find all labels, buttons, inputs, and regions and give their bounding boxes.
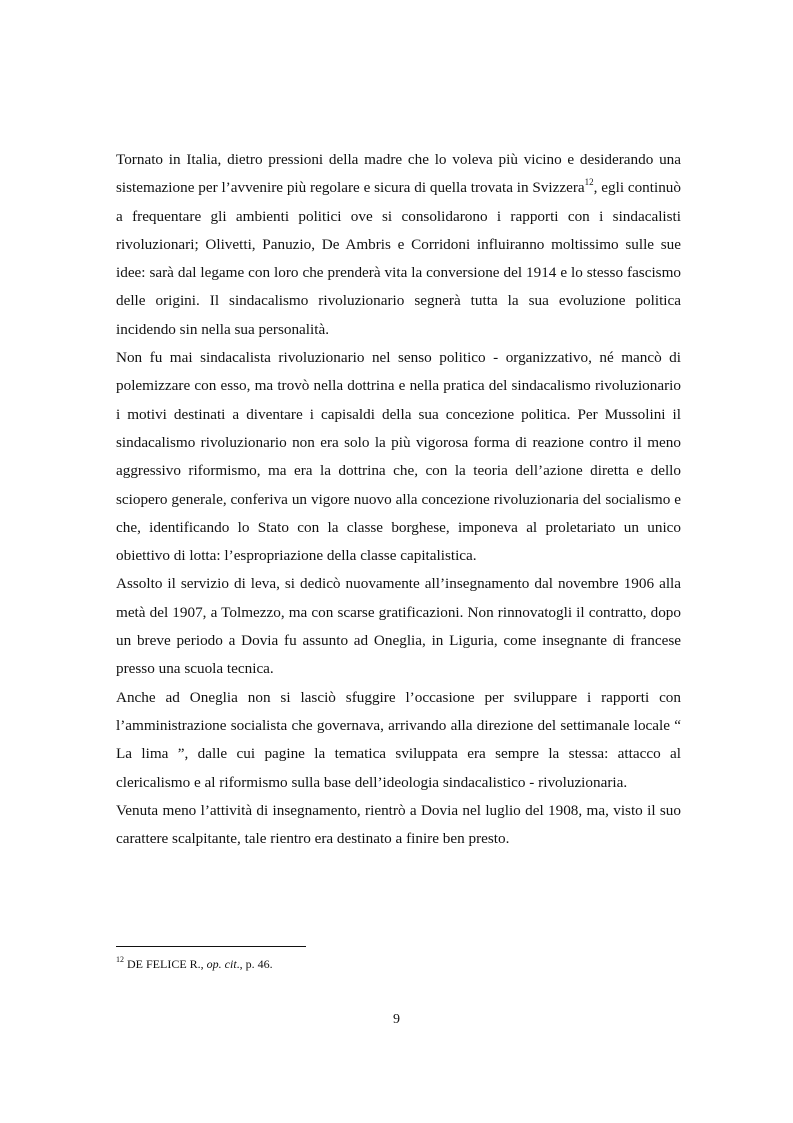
paragraph-1-text: Tornato in Italia, dietro pressioni della madre che lo voleva più vicino e desiderando una sistemazione per l’avvenire più regolare e sicura di quella trovata in Svizzera [116,151,681,197]
paragraph-4: Anche ad Oneglia non si lasciò sfuggire l’occasione per sviluppare i rapporti con l’amministrazione socialista che governava, arrivando alla direzione del settimanale locale “ La lima ”, dalle cui pagine la tematica sviluppata era sempre la stessa: attacco al clericalismo e al riformismo sulla base dell’ideologia sindacalistico - rivoluzionaria. [116,688,681,791]
footnote-reference: 12 [584,177,594,188]
page-number: 9 [393,1012,400,1027]
footnote-author: DE FELICE R., [124,957,207,971]
paragraph-1-continuation: , egli continuò a frequentare gli ambienti politici ove si consolidarono i rapporti con i sindacalisti rivoluzionari; Olivetti, Panuzio, De Ambris e Corridoni influiranno moltissimo sulle sue idee: sarà dal legame con loro che prenderà vita la conversione del 1914 e lo stesso fascismo delle origini. Il sindacalismo rivoluzionario segnerà tutta la sua evoluzione politica incidendo sin nella sua personalità. [116,179,681,338]
footnote-work: op. cit [206,957,237,971]
paragraph-1 [116,146,681,344]
paragraph-5: Venuta meno l’attività di insegnamento, rientrò a Dovia nel luglio del 1908, ma, visto il suo carattere scalpitante, tale rientro era destinato a finire ben presto. [116,801,681,848]
footnote-citation: ., p. 46. [236,957,273,971]
footnote-number: 12 [116,955,124,964]
body-text [116,146,681,853]
paragraph-2: Non fu mai sindacalista rivoluzionario nel senso politico - organizzativo, né mancò di polemizzare con esso, ma trovò nella dottrina e nella pratica del sindacalismo rivoluzionario i motivi destinati a diventare i capisaldi della sua concezione politica. Per Mussolini il sindacalismo rivoluzionario non era solo la più vigorosa forma di reazione contro il meno aggressivo riformismo, ma era la dottrina che, con la teoria dell’azione diretta e dello sciopero generale, conferiva un vigore nuovo alla concezione rivoluzionaria del socialismo e che, identificando lo Stato con la classe borghese, imponeva al proletariato un unico obiettivo di lotta: l’espropriazione della classe capitalistica. [116,349,681,565]
paragraph-3: Assolto il servizio di leva, si dedicò nuovamente all’insegnamento dal novembre 1906 alla metà del 1907, a Tolmezzo, ma con scarse gratificazioni. Non rinnovatogli il contratto, dopo un breve periodo a Dovia fu assunto ad Oneglia, in Liguria, come insegnante di francese presso una scuola tecnica. [116,575,681,678]
footnote-separator [116,946,306,947]
footnote [116,956,681,972]
